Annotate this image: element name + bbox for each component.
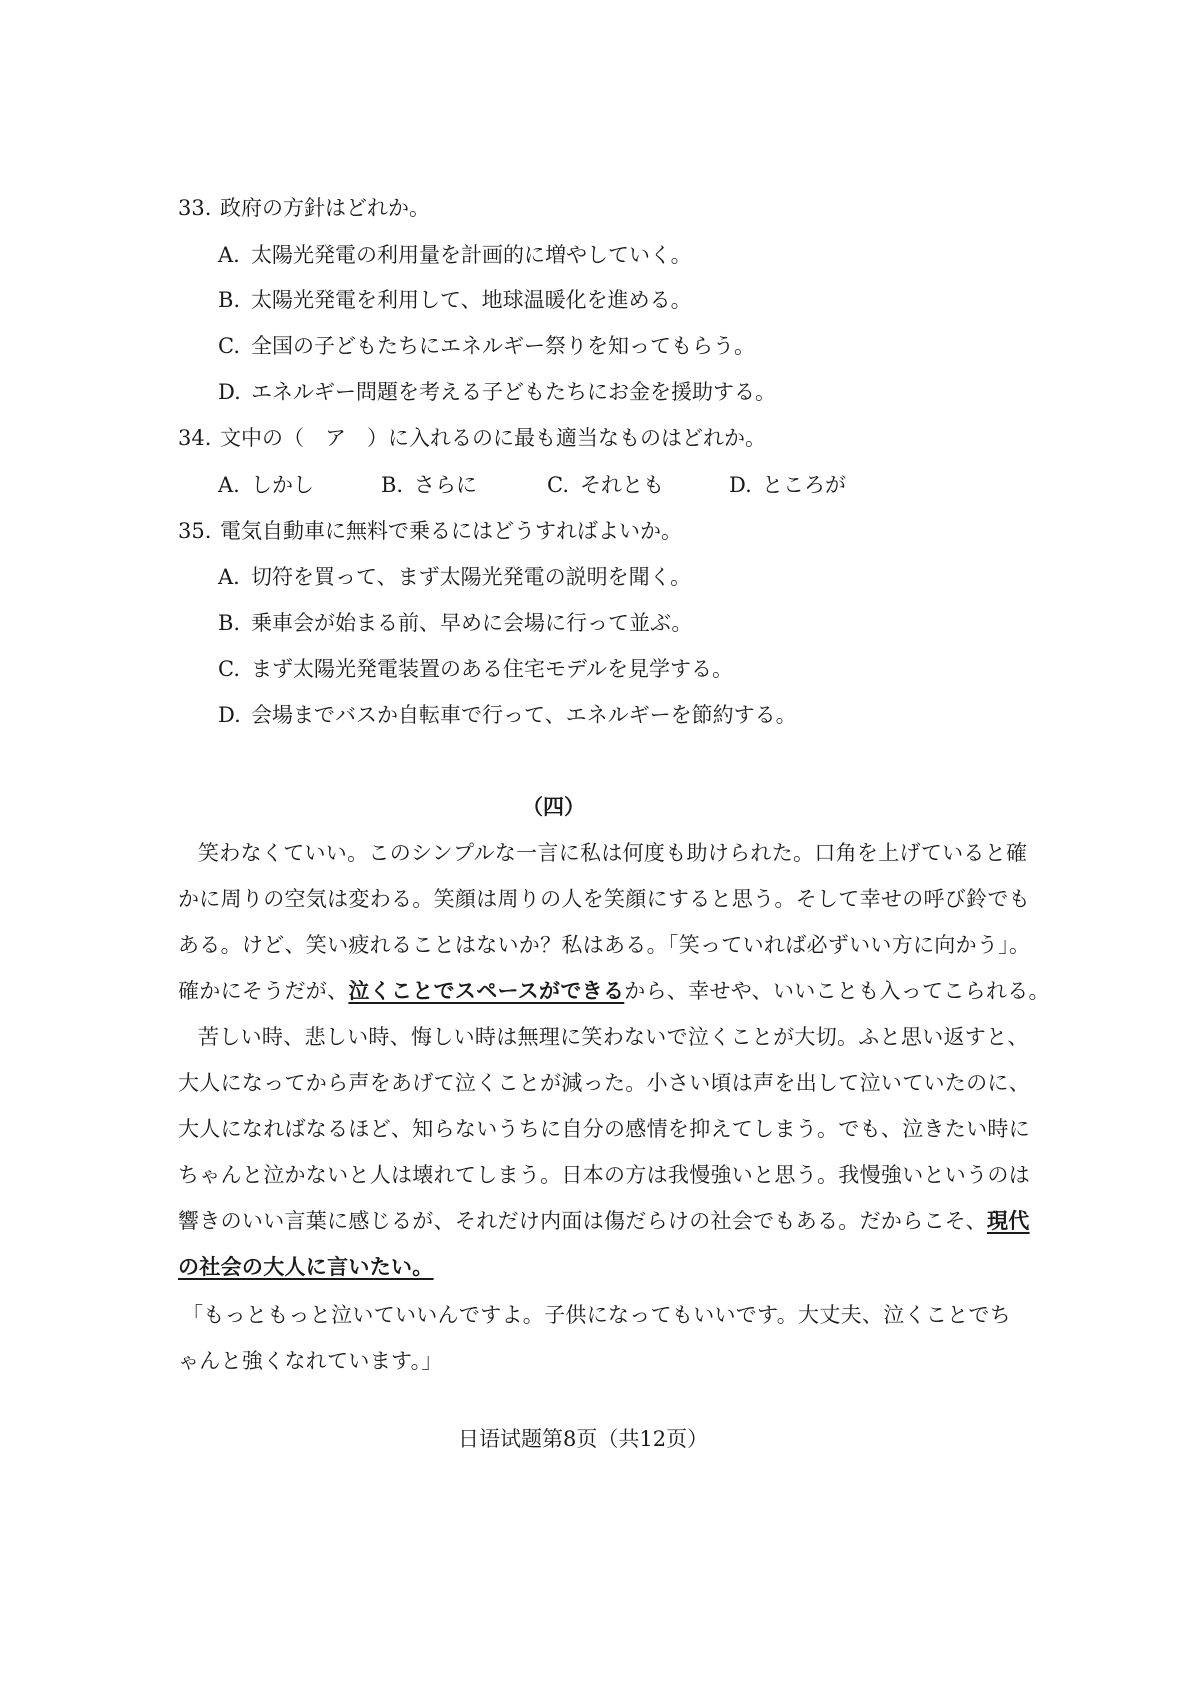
option-letter: B. (381, 473, 404, 497)
option-letter: B. (218, 288, 241, 312)
question-number: 35. (178, 519, 212, 543)
passage-line: ゃんと強くなれています。」 (178, 1349, 443, 1373)
passage-text: から、幸せや、いいことも入ってこられる。 (624, 979, 1050, 1003)
page-footer: 日语试题第8页（共12页） (458, 1427, 709, 1451)
passage-text: 響きのいい言葉に感じるが、それだけ内面は傷だらけの社会でもある。だからこそ、 (178, 1209, 987, 1233)
option-letter: D. (218, 703, 241, 727)
option-letter: C. (218, 657, 240, 681)
option-letter: B. (218, 611, 241, 635)
passage-line: 大人になればなるほど、知らないうちに自分の感情を抑えてしまう。でも、泣きたい時に (178, 1117, 1030, 1141)
option-33-d (218, 377, 776, 407)
option-letter: A. (218, 243, 240, 267)
option-letter: C. (547, 473, 569, 497)
option-33-a (218, 240, 692, 270)
option-34-b (381, 470, 477, 500)
option-35-c (218, 654, 733, 684)
passage-text: 確かにそうだが、 (178, 979, 349, 1003)
question-34 (178, 423, 766, 453)
passage-line: 苦しい時、悲しい時、悔しい時は無理に笑わないで泣くことが大切。ふと思い返すと、 (198, 1025, 1029, 1049)
section-title: （四） (522, 794, 585, 819)
option-letter: A. (218, 565, 240, 589)
passage-line: ある。けど、笑い疲れることはないか？私はある。「笑っていれば必ずいい方に向かう」。 (178, 933, 1031, 957)
option-34-a (218, 470, 314, 500)
question-number: 33. (178, 196, 212, 220)
option-text: 切符を買って、まず太陽光発電の説明を聞く。 (251, 565, 692, 589)
passage-line: 「もっともっと泣いていいんですよ。子供になってもいいです。大丈夫、泣くことでち (182, 1303, 1012, 1327)
question-35 (178, 516, 682, 546)
option-text: 太陽光発電を利用して、地球温暖化を進める。 (251, 288, 692, 312)
option-text: 乗車会が始まる前、早めに会場に行って並ぶ。 (251, 611, 693, 635)
option-letter: C. (218, 334, 240, 358)
option-33-c (218, 331, 755, 361)
question-stem: 文中の（ ア ）に入れるのに最も適当なものはどれか。 (220, 426, 766, 450)
option-text: 全国の子どもたちにエネルギー祭りを知ってもらう。 (251, 334, 755, 358)
option-33-b (218, 285, 692, 315)
passage-line (178, 976, 1050, 1006)
option-text: ところが (762, 473, 846, 497)
passage-line (178, 1206, 1030, 1236)
question-stem: 電気自動車に無料で乗るにはどうすればよいか。 (220, 519, 682, 543)
option-text: 太陽光発電の利用量を計画的に増やしていく。 (251, 243, 692, 267)
option-letter: D. (729, 473, 752, 497)
option-35-b (218, 608, 692, 638)
option-letter: D. (218, 380, 241, 404)
option-text: エネルギー問題を考える子どもたちにお金を援助する。 (251, 380, 776, 404)
question-number: 34. (178, 426, 212, 450)
underlined-phrase: 現代 (986, 1208, 1030, 1233)
underlined-phrase: の社会の大人に言いたい。 (178, 1254, 434, 1279)
passage-line: 大人になってから声をあげて泣くことが減った。小さい頃は声を出して泣いていたのに、 (178, 1071, 1030, 1095)
option-35-d (218, 700, 797, 730)
option-text: さらに (414, 473, 477, 497)
option-34-d (729, 470, 846, 500)
option-text: それとも (580, 473, 664, 497)
option-34-c (547, 470, 664, 500)
option-35-a (218, 562, 691, 592)
passage-line (178, 1252, 434, 1282)
option-text: 会場までバスか自転車で行って、エネルギーを節約する。 (251, 703, 797, 727)
option-text: しかし (251, 473, 314, 497)
question-33 (178, 193, 430, 223)
passage-line: ちゃんと泣かないと人は壊れてしまう。日本の方は我慢強いと思う。我慢強いというのは (178, 1163, 1030, 1187)
question-stem: 政府の方針はどれか。 (220, 196, 430, 220)
option-letter: A. (218, 473, 240, 497)
option-text: まず太陽光発電装置のある住宅モデルを見学する。 (251, 657, 733, 681)
passage-line: かに周りの空気は変わる。笑顔は周りの人を笑顔にすると思う。そして幸せの呼び鈴でも (178, 887, 1030, 911)
passage-line: 笑わなくていい。このシンプルな一言に私は何度も助けられた。口角を上げていると確 (198, 841, 1028, 865)
underlined-phrase: 泣くことでスペースができる (348, 978, 625, 1003)
